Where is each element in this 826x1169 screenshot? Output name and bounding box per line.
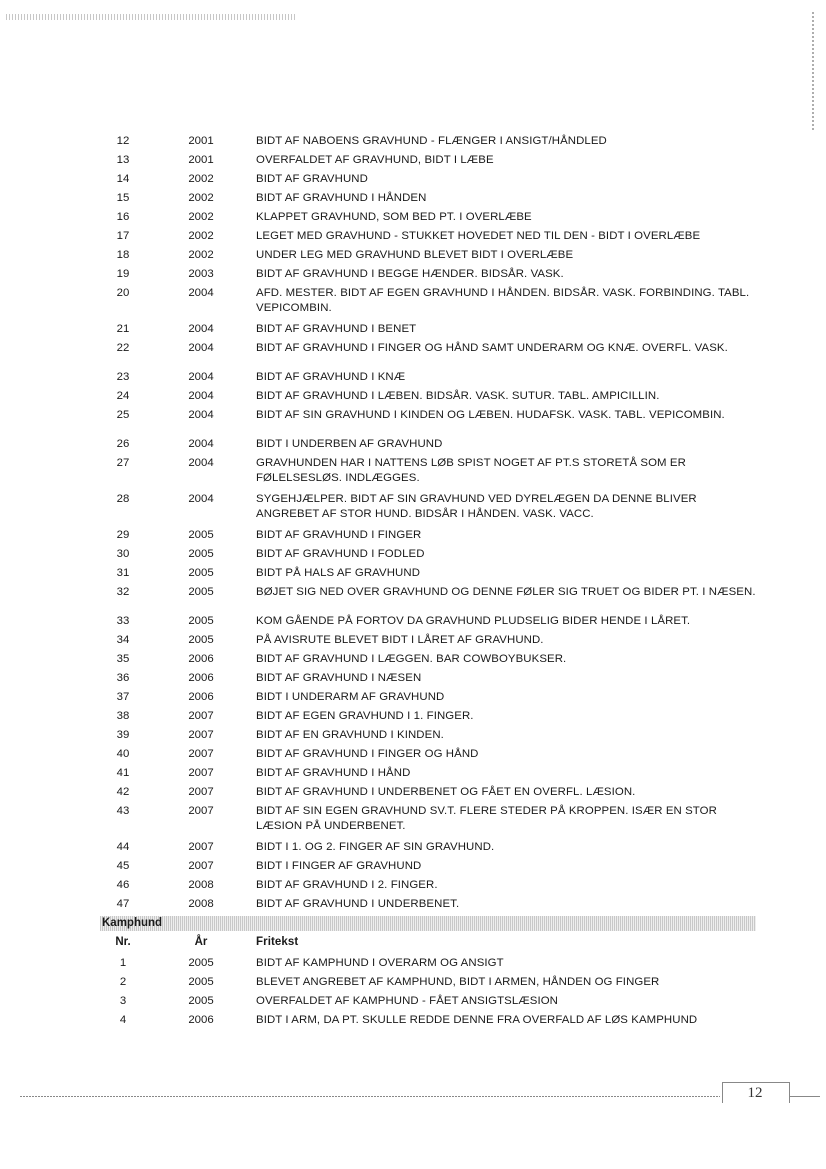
table-row <box>100 134 760 149</box>
row-nr: 33 <box>116 615 130 627</box>
row-text: BIDT AF GRAVHUND I NÆSEN <box>256 672 422 684</box>
row-text: BIDT AF GRAVHUND I BEGGE HÆNDER. BIDSÅR. VASK. <box>256 268 564 280</box>
row-text: BLEVET ANGREBET AF KAMPHUND, BIDT I ARMEN, HÅNDEN OG FINGER <box>256 976 660 988</box>
row-year: 2006 <box>188 691 214 703</box>
table-row <box>100 747 760 762</box>
table-row <box>100 547 760 562</box>
row-year: 2002 <box>188 192 214 204</box>
row-text: BIDT AF GRAVHUND I LÆBEN. BIDSÅR. VASK. SUTUR. TABL. AMPICILLIN. <box>256 390 660 402</box>
table-row <box>100 370 760 385</box>
row-text: BIDT I ARM, DA PT. SKULLE REDDE DENNE FRA OVERFALD AF LØS KAMPHUND <box>256 1014 698 1026</box>
table-row <box>100 859 760 874</box>
row-year: 2006 <box>188 672 214 684</box>
row-year: 2007 <box>188 729 214 741</box>
table-row <box>100 975 760 990</box>
row-nr: 17 <box>116 230 130 242</box>
row-text: BIDT PÅ HALS AF GRAVHUND <box>256 567 421 579</box>
table-row <box>100 341 760 356</box>
header-year: År <box>194 936 208 948</box>
row-nr: 26 <box>116 438 130 450</box>
row-year: 2004 <box>188 342 214 354</box>
row-year: 2002 <box>188 173 214 185</box>
table-row <box>100 456 760 486</box>
row-nr: 18 <box>116 249 130 261</box>
row-year: 2007 <box>188 860 214 872</box>
row-year: 2005 <box>188 634 214 646</box>
row-year: 2007 <box>188 710 214 722</box>
table-row <box>100 897 760 912</box>
row-nr: 21 <box>116 323 130 335</box>
row-year: 2003 <box>188 268 214 280</box>
row-text: BIDT AF GRAVHUND I HÅNDEN <box>256 192 427 204</box>
table-row <box>100 690 760 705</box>
table-row <box>100 994 760 1009</box>
row-year: 2004 <box>188 390 214 402</box>
row-nr: 27 <box>116 457 130 469</box>
kamphund-header-row <box>100 935 760 950</box>
table-row <box>100 210 760 225</box>
row-text: BIDT AF GRAVHUND I FINGER OG HÅND SAMT UNDERARM OG KNÆ. OVERFL. VASK. <box>256 342 728 354</box>
row-nr: 29 <box>116 529 130 541</box>
row-text: UNDER LEG MED GRAVHUND BLEVET BIDT I OVERLÆBE <box>256 249 574 261</box>
row-year: 2004 <box>188 409 214 421</box>
table-row <box>100 728 760 743</box>
table-row <box>100 286 760 316</box>
row-text: KOM GÅENDE PÅ FORTOV DA GRAVHUND PLUDSELIG BIDER HENDE I LÅRET. <box>256 615 691 627</box>
row-year: 2005 <box>188 995 214 1007</box>
row-year: 2007 <box>188 767 214 779</box>
row-text: BIDT AF GRAVHUND <box>256 173 368 185</box>
row-nr: 31 <box>116 567 130 579</box>
table-row <box>100 528 760 543</box>
kamphund-rows <box>100 956 760 1028</box>
table-row <box>100 408 760 423</box>
row-text: GRAVHUNDEN HAR I NATTENS LØB SPIST NOGET AF PT.S STORETÅ SOM ER FØLELSESLØS. INDLÆGGES. <box>256 457 686 484</box>
row-text: BIDT AF GRAVHUND I HÅND <box>256 767 411 779</box>
table-row <box>100 267 760 282</box>
row-year: 2002 <box>188 211 214 223</box>
table-row <box>100 1013 760 1028</box>
footer-rule-right <box>790 1096 820 1097</box>
row-year: 2001 <box>188 135 214 147</box>
row-year: 2002 <box>188 249 214 261</box>
scan-artifact-right <box>812 12 814 132</box>
row-text: BIDT AF GRAVHUND I BENET <box>256 323 417 335</box>
row-nr: 28 <box>116 493 130 505</box>
table-row <box>100 956 760 971</box>
row-year: 2004 <box>188 371 214 383</box>
table-row <box>100 322 760 337</box>
table-row <box>100 671 760 686</box>
row-nr: 37 <box>116 691 130 703</box>
row-nr: 20 <box>116 287 130 299</box>
table-row <box>100 191 760 206</box>
table-row <box>100 878 760 893</box>
row-nr: 23 <box>116 371 130 383</box>
row-text: KLAPPET GRAVHUND, SOM BED PT. I OVERLÆBE <box>256 211 532 223</box>
row-text: BIDT AF GRAVHUND I FINGER <box>256 529 422 541</box>
header-text: Fritekst <box>256 936 299 948</box>
row-text: LEGET MED GRAVHUND - STUKKET HOVEDET NED TIL DEN - BIDT I OVERLÆBE <box>256 230 701 242</box>
gravhund-rows <box>100 134 760 912</box>
row-text: BIDT AF GRAVHUND I LÆGGEN. BAR COWBOYBUKSER. <box>256 653 567 665</box>
row-text: AFD. MESTER. BIDT AF EGEN GRAVHUND I HÅNDEN. BIDSÅR. VASK. FORBINDING. TABL. VEPICOMBIN. <box>256 287 750 314</box>
row-nr: 35 <box>116 653 130 665</box>
category-bar-kamphund <box>100 916 756 931</box>
row-year: 2005 <box>188 567 214 579</box>
table-row <box>100 585 760 600</box>
table-row <box>100 229 760 244</box>
row-year: 2006 <box>188 653 214 665</box>
row-year: 2008 <box>188 879 214 891</box>
row-text: BIDT AF GRAVHUND I UNDERBENET OG FÅET EN OVERFL. LÆSION. <box>256 786 636 798</box>
row-text: BIDT AF SIN GRAVHUND I KINDEN OG LÆBEN. HUDAFSK. VASK. TABL. VEPICOMBIN. <box>256 409 725 421</box>
row-year: 2007 <box>188 805 214 817</box>
row-text: BIDT AF GRAVHUND I KNÆ <box>256 371 406 383</box>
row-nr: 36 <box>116 672 130 684</box>
row-nr: 13 <box>116 154 130 166</box>
row-nr: 42 <box>116 786 130 798</box>
row-nr: 1 <box>119 957 127 969</box>
row-text: BIDT I UNDERBEN AF GRAVHUND <box>256 438 443 450</box>
row-year: 2007 <box>188 841 214 853</box>
row-text: BØJET SIG NED OVER GRAVHUND OG DENNE FØLER SIG TRUET OG BIDER PT. I NÆSEN. <box>256 586 756 598</box>
row-year: 2002 <box>188 230 214 242</box>
row-year: 2001 <box>188 154 214 166</box>
table-row <box>100 652 760 667</box>
row-nr: 38 <box>116 710 130 722</box>
row-nr: 3 <box>119 995 127 1007</box>
row-text: BIDT I UNDERARM AF GRAVHUND <box>256 691 445 703</box>
row-nr: 12 <box>116 135 130 147</box>
page-number: 12 <box>747 1085 763 1101</box>
table-row <box>100 389 760 404</box>
row-year: 2005 <box>188 615 214 627</box>
row-year: 2005 <box>188 548 214 560</box>
row-text: BIDT AF EN GRAVHUND I KINDEN. <box>256 729 444 741</box>
row-year: 2005 <box>188 586 214 598</box>
row-year: 2004 <box>188 457 214 469</box>
table-row <box>100 614 760 629</box>
row-text: BIDT AF SIN EGEN GRAVHUND SV.T. FLERE STEDER PÅ KROPPEN. ISÆR EN STOR LÆSION PÅ UNDERBENET. <box>256 805 717 832</box>
row-text: BIDT I FINGER AF GRAVHUND <box>256 860 422 872</box>
row-nr: 39 <box>116 729 130 741</box>
table-row <box>100 566 760 581</box>
table-row <box>100 172 760 187</box>
row-year: 2005 <box>188 529 214 541</box>
row-year: 2005 <box>188 957 214 969</box>
row-nr: 14 <box>116 173 130 185</box>
row-nr: 16 <box>116 211 130 223</box>
table-row <box>100 840 760 855</box>
footer-rule <box>20 1096 720 1097</box>
row-text: OVERFALDET AF KAMPHUND - FÅET ANSIGTSLÆSION <box>256 995 558 1007</box>
row-year: 2004 <box>188 493 214 505</box>
scan-artifact-top <box>6 14 296 20</box>
table-row <box>100 804 760 834</box>
header-nr: Nr. <box>115 936 131 948</box>
row-year: 2005 <box>188 976 214 988</box>
row-text: BIDT AF GRAVHUND I UNDERBENET. <box>256 898 460 910</box>
row-nr: 24 <box>116 390 130 402</box>
row-year: 2004 <box>188 287 214 299</box>
row-nr: 25 <box>116 409 130 421</box>
table-row <box>100 785 760 800</box>
row-text: BIDT AF EGEN GRAVHUND I 1. FINGER. <box>256 710 474 722</box>
row-nr: 4 <box>119 1014 127 1026</box>
row-year: 2006 <box>188 1014 214 1026</box>
row-nr: 15 <box>116 192 130 204</box>
row-year: 2004 <box>188 323 214 335</box>
table-row <box>100 437 760 452</box>
row-text: BIDT AF GRAVHUND I FINGER OG HÅND <box>256 748 479 760</box>
row-nr: 41 <box>116 767 130 779</box>
row-nr: 2 <box>119 976 127 988</box>
row-year: 2007 <box>188 748 214 760</box>
row-text: PÅ AVISRUTE BLEVET BIDT I LÅRET AF GRAVHUND. <box>256 634 544 646</box>
row-year: 2008 <box>188 898 214 910</box>
row-nr: 43 <box>116 805 130 817</box>
row-nr: 34 <box>116 634 130 646</box>
row-year: 2004 <box>188 438 214 450</box>
row-text: BIDT AF KAMPHUND I OVERARM OG ANSIGT <box>256 957 504 969</box>
row-year: 2007 <box>188 786 214 798</box>
row-nr: 46 <box>116 879 130 891</box>
table-row <box>100 248 760 263</box>
row-nr: 22 <box>116 342 130 354</box>
row-text: BIDT AF GRAVHUND I 2. FINGER. <box>256 879 438 891</box>
row-text: BIDT AF NABOENS GRAVHUND - FLÆNGER I ANSIGT/HÅNDLED <box>256 135 607 147</box>
row-text: BIDT AF GRAVHUND I FODLED <box>256 548 425 560</box>
table-row <box>100 766 760 781</box>
row-text: SYGEHJÆLPER. BIDT AF SIN GRAVHUND VED DYRELÆGEN DA DENNE BLIVER ANGREBET AF STOR HUND. BIDSÅR I HÅNDEN. VASK. VACC. <box>256 493 697 520</box>
row-nr: 30 <box>116 548 130 560</box>
row-nr: 45 <box>116 860 130 872</box>
incident-table <box>100 134 760 1032</box>
row-nr: 19 <box>116 268 130 280</box>
row-nr: 47 <box>116 898 130 910</box>
table-row <box>100 709 760 724</box>
row-text: BIDT I 1. OG 2. FINGER AF SIN GRAVHUND. <box>256 841 495 853</box>
row-nr: 32 <box>116 586 130 598</box>
row-nr: 44 <box>116 841 130 853</box>
category-title: Kamphund <box>102 917 163 929</box>
table-row <box>100 492 760 522</box>
row-text: OVERFALDET AF GRAVHUND, BIDT I LÆBE <box>256 154 494 166</box>
table-row <box>100 153 760 168</box>
row-nr: 40 <box>116 748 130 760</box>
table-row <box>100 633 760 648</box>
